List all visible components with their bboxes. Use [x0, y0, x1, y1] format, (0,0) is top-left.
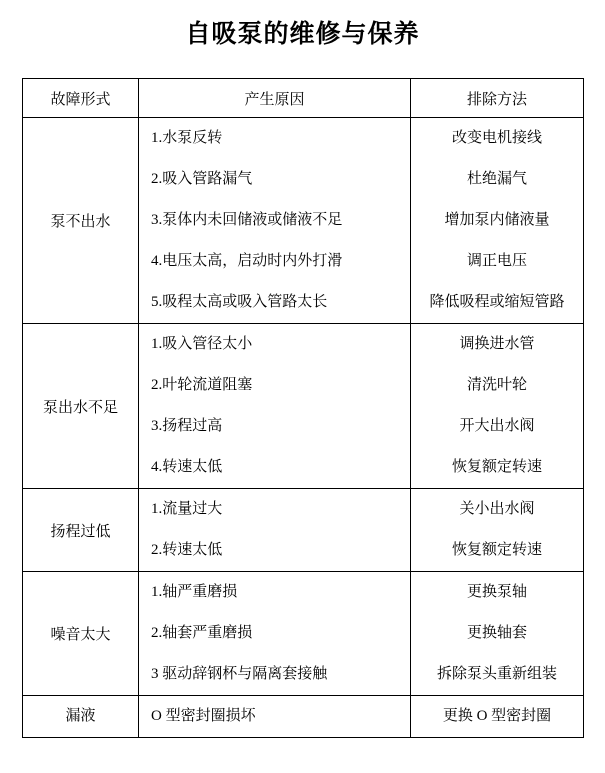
list-item: 3.泵体内未回储液或储液不足: [151, 212, 343, 228]
fault-name: 泵不出水: [23, 118, 139, 324]
fault-name: 泵出水不足: [23, 324, 139, 489]
table-row: [23, 696, 584, 738]
table-container: [0, 60, 605, 738]
list-item: 1.轴严重磨损: [151, 584, 238, 600]
list-item: 增加泵内储液量: [444, 212, 550, 228]
column-header-fix: 排除方法: [411, 79, 584, 118]
table-row: [23, 324, 584, 489]
cause-text: O 型密封圈损坏: [139, 696, 411, 738]
list-item: 2.吸入管路漏气: [151, 171, 253, 187]
list-item: 降低吸程或缩短管路: [429, 294, 565, 310]
fix-list: [411, 489, 584, 572]
list-item: 2.轴套严重磨损: [151, 625, 253, 641]
list-item: 5.吸程太高或吸入管路太长: [151, 294, 328, 310]
list-item: 改变电机接线: [451, 130, 542, 146]
list-item: 2.叶轮流道阻塞: [151, 377, 253, 393]
list-item: 1.水泵反转: [151, 130, 223, 146]
table-row: [23, 118, 584, 324]
fault-name: 漏液: [23, 696, 139, 738]
list-item: 清洗叶轮: [466, 377, 527, 393]
column-header-cause: 产生原因: [139, 79, 411, 118]
list-item: 开大出水阀: [459, 418, 535, 434]
cause-list: [139, 489, 411, 572]
cause-list: [139, 118, 411, 324]
list-item: 关小出水阀: [459, 501, 535, 517]
fix-list: [411, 118, 584, 324]
fault-maintenance-table: [22, 78, 584, 738]
list-item: 3.扬程过高: [151, 418, 223, 434]
list-item: 恢复额定转速: [451, 459, 542, 475]
table-header: [23, 79, 584, 118]
fault-name: 扬程过低: [23, 489, 139, 572]
list-item: 拆除泵头重新组装: [436, 666, 557, 682]
table-header-row: [23, 79, 584, 118]
list-item: 杜绝漏气: [466, 171, 527, 187]
list-item: 更换轴套: [466, 625, 527, 641]
list-item: 调换进水管: [459, 336, 535, 352]
cause-list: [139, 324, 411, 489]
list-item: 2.转速太低: [151, 542, 223, 558]
fix-text: 更换 O 型密封圈: [411, 696, 584, 738]
list-item: 调正电压: [466, 253, 527, 269]
table-body: [23, 118, 584, 738]
column-header-fault: 故障形式: [23, 79, 139, 118]
list-item: 4.电压太高，启动时内外打滑: [151, 253, 343, 269]
list-item: 3 驱动辞钢杯与隔离套接触: [151, 666, 328, 682]
fault-name: 噪音太大: [23, 572, 139, 696]
list-item: 更换泵轴: [466, 584, 527, 600]
table-row: [23, 489, 584, 572]
fix-list: [411, 572, 584, 696]
list-item: 恢复额定转速: [451, 542, 542, 558]
fix-list: [411, 324, 584, 489]
cause-list: [139, 572, 411, 696]
list-item: 1.吸入管径太小: [151, 336, 253, 352]
page-title: 自吸泵的维修与保养: [185, 21, 420, 48]
list-item: 1.流量过大: [151, 501, 223, 517]
list-item: 4.转速太低: [151, 459, 223, 475]
table-row: [23, 572, 584, 696]
